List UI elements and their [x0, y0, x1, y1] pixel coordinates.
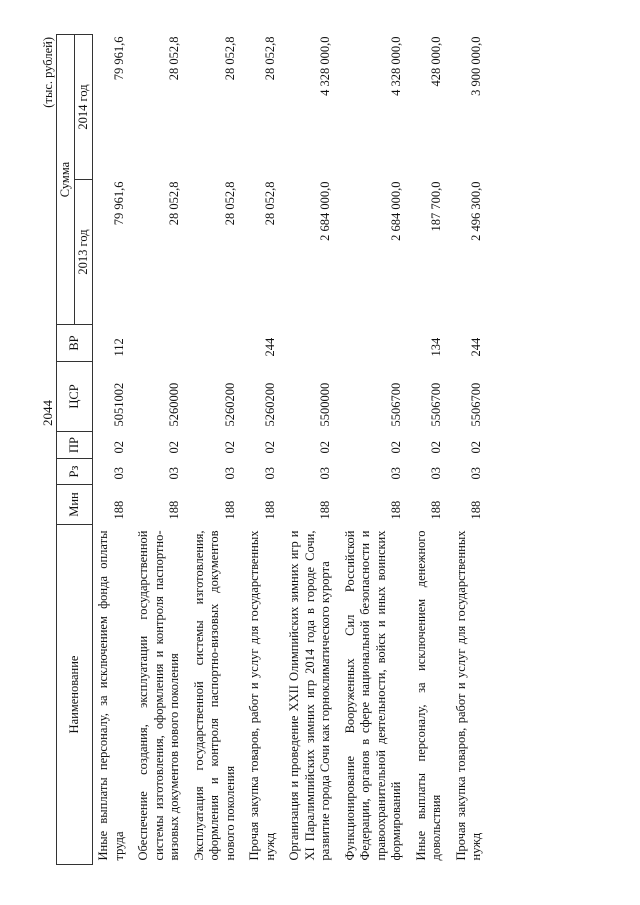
- row-vr: 134: [429, 337, 443, 357]
- row-sum-2014: 3 900 000,0: [469, 36, 483, 96]
- header-min: Мин: [57, 485, 93, 525]
- row-min: 188: [111, 500, 126, 520]
- header-rz: Рз: [57, 459, 93, 485]
- row-pr: 02: [167, 441, 181, 454]
- table-row: [244, 35, 284, 865]
- row-csr: 5260200: [262, 382, 277, 427]
- row-vr: 244: [262, 337, 277, 357]
- table-row: [189, 35, 245, 865]
- row-sum-2013: 2 684 000,0: [389, 181, 403, 241]
- header-year-2014: 2014 год: [75, 35, 93, 180]
- row-rz: 03: [469, 467, 483, 480]
- row-sum-2014: 28 052,8: [222, 36, 237, 81]
- header-vr: ВР: [57, 325, 93, 362]
- header-sum: Сумма: [57, 35, 75, 325]
- row-min: 188: [262, 500, 277, 520]
- row-min: 188: [389, 500, 403, 520]
- row-name: Функционирование Вооруженных Сил Российской Федерации, органов в сфере национальной безопасности и правоохранительной деятельности, войск и иных воинских формирований: [342, 530, 403, 861]
- row-pr: 02: [429, 441, 443, 454]
- row-name: Прочая закупка товаров, работ и услуг для государственных нужд: [247, 530, 277, 861]
- row-sum-2014: 428 000,0: [429, 36, 443, 87]
- row-sum-2013: 2 496 300,0: [469, 181, 483, 241]
- row-name: Эксплуатация государственной системы изготовления, оформления и контроля паспортно-визовых документов нового поколения: [191, 530, 237, 861]
- row-vr: [340, 325, 411, 362]
- table-row: [340, 35, 411, 865]
- units-label: (тыс. рублей): [41, 37, 55, 108]
- rotated-page-content: [40, 35, 491, 865]
- row-pr: 02: [469, 441, 483, 454]
- table-row: [451, 35, 491, 865]
- row-sum-2014: 28 052,8: [262, 36, 277, 81]
- row-sum-2013: 28 052,8: [262, 181, 277, 226]
- row-vr: [189, 325, 245, 362]
- row-sum-2013: 2 684 000,0: [318, 181, 332, 241]
- row-min: 188: [429, 500, 443, 520]
- row-min: 188: [167, 500, 181, 520]
- row-csr: 5260200: [222, 382, 237, 427]
- row-name: Прочая закупка товаров, работ и услуг для государственных нужд: [453, 530, 483, 861]
- row-rz: 03: [389, 467, 403, 480]
- row-rz: 03: [167, 467, 181, 480]
- row-csr: 5506700: [469, 382, 483, 427]
- row-csr: 5500000: [318, 382, 332, 427]
- row-pr: 02: [111, 441, 126, 454]
- row-sum-2014: 28 052,8: [167, 36, 181, 81]
- row-rz: 03: [429, 467, 443, 480]
- table-row: [411, 35, 451, 865]
- row-sum-2013: 28 052,8: [222, 181, 237, 226]
- row-sum-2014: 79 961,6: [111, 36, 126, 81]
- row-csr: 5260000: [167, 382, 181, 427]
- table-row: [93, 35, 134, 865]
- row-sum-2013: 79 961,6: [111, 181, 126, 226]
- row-name: Обеспечение создания, эксплуатации государственной системы изготовления, оформления и контроля паспортно-визовых документов нового поколения: [136, 530, 181, 861]
- row-csr: 5506700: [389, 382, 403, 427]
- row-pr: 02: [318, 441, 332, 454]
- row-name: Иные выплаты персоналу, за исключением денежного довольствия: [413, 530, 443, 861]
- row-vr: [133, 325, 189, 362]
- row-sum-2013: 187 700,0: [429, 181, 443, 232]
- row-csr: 5051002: [111, 382, 126, 427]
- row-rz: 03: [111, 467, 126, 480]
- row-pr: 02: [222, 441, 237, 454]
- row-sum-2014: 4 328 000,0: [389, 36, 403, 96]
- row-min: 188: [222, 500, 237, 520]
- header-pr: ПР: [57, 432, 93, 459]
- table-body: [93, 35, 491, 865]
- row-vr: 112: [111, 338, 126, 357]
- row-min: 188: [469, 500, 483, 520]
- row-pr: 02: [389, 441, 403, 454]
- row-min: 188: [318, 500, 332, 520]
- table-row: [284, 35, 340, 865]
- row-pr: 02: [262, 441, 277, 454]
- row-vr: 244: [469, 337, 483, 357]
- row-rz: 03: [262, 467, 277, 480]
- header-name: Наименование: [57, 525, 93, 865]
- row-name: Иные выплаты персоналу, за исключением фонда оплаты труда: [96, 530, 126, 861]
- row-vr: [284, 325, 340, 362]
- row-csr: 5506700: [429, 382, 443, 427]
- row-rz: 03: [222, 467, 237, 480]
- row-sum-2014: 4 328 000,0: [318, 36, 332, 96]
- row-rz: 03: [318, 467, 332, 480]
- page-number: 2044: [40, 400, 55, 426]
- budget-table: [56, 34, 491, 865]
- header-year-2013: 2013 год: [75, 180, 93, 325]
- table-row: [133, 35, 189, 865]
- table-header: [57, 35, 93, 865]
- row-name: Организация и проведение XXII Олимпийских зимних игр и XI Паралимпийских зимних игр 2014 года в городе Сочи, развитие города Сочи как горноклиматического курорта: [287, 530, 332, 861]
- header-csr: ЦСР: [57, 362, 93, 432]
- row-sum-2013: 28 052,8: [167, 181, 181, 226]
